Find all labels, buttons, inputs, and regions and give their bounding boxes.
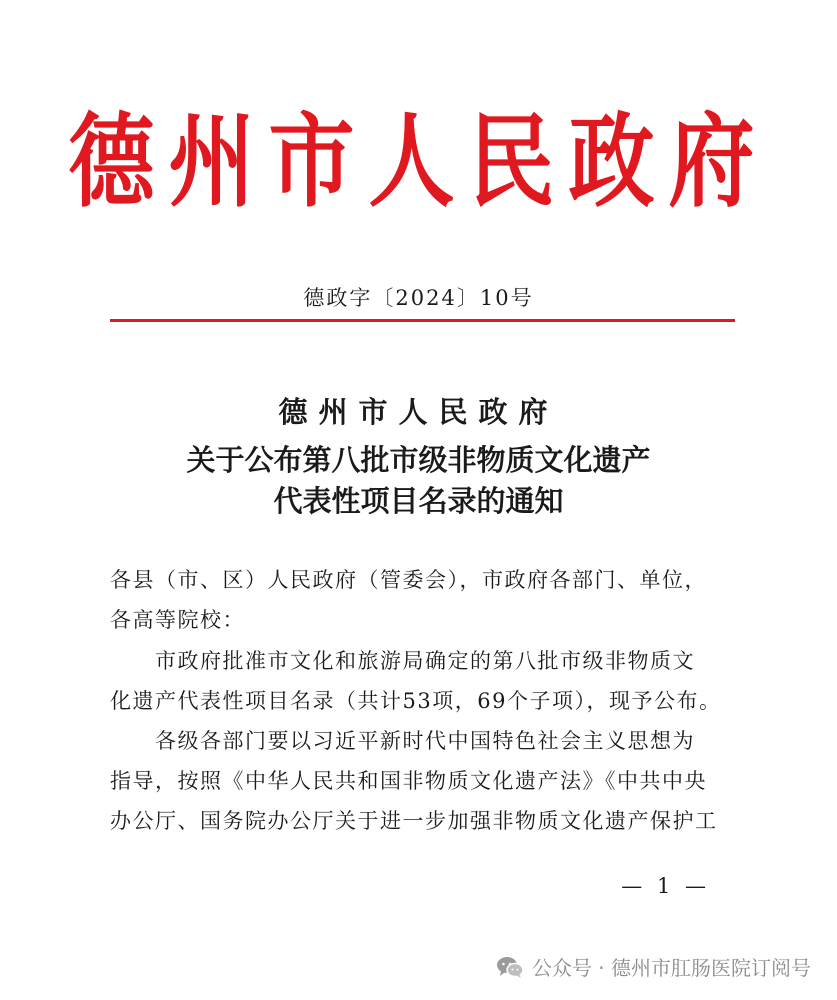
body-line-2: 各高等院校： [110,608,245,632]
wechat-icon [496,955,524,979]
body-line-3: 市政府批准市文化和旅游局确定的第八批市级非物质文 [110,649,695,673]
red-divider [110,319,735,322]
page-number: — 1 — [621,874,710,898]
title-line-2: 关于公布第八批市级非物质文化遗产 [186,443,651,477]
title-line-1: 德州市人民政府 [278,395,559,429]
title-line-3: 代表性项目名录的通知 [273,484,564,518]
body-line-4: 化遗产代表性项目名录（共计53项，69个子项），现予公布。 [110,689,722,713]
watermark-text: 公众号 · 德州市肛肠医院订阅号 [531,956,811,980]
masthead: 德州市人民政府 [68,103,769,222]
body-line-7: 办公厅、国务院办公厅关于进一步加强非物质文化遗产保护工 [110,809,718,833]
body-line-6: 指导，按照《中华人民共和国非物质文化遗产法》《中共中央 [110,769,707,793]
document-number: 德政字〔2024〕10号 [303,286,534,310]
body-line-5: 各级各部门要以习近平新时代中国特色社会主义思想为 [110,729,695,753]
body-line-1: 各县（市、区）人民政府（管委会），市政府各部门、单位， [110,568,707,592]
watermark [496,952,811,981]
